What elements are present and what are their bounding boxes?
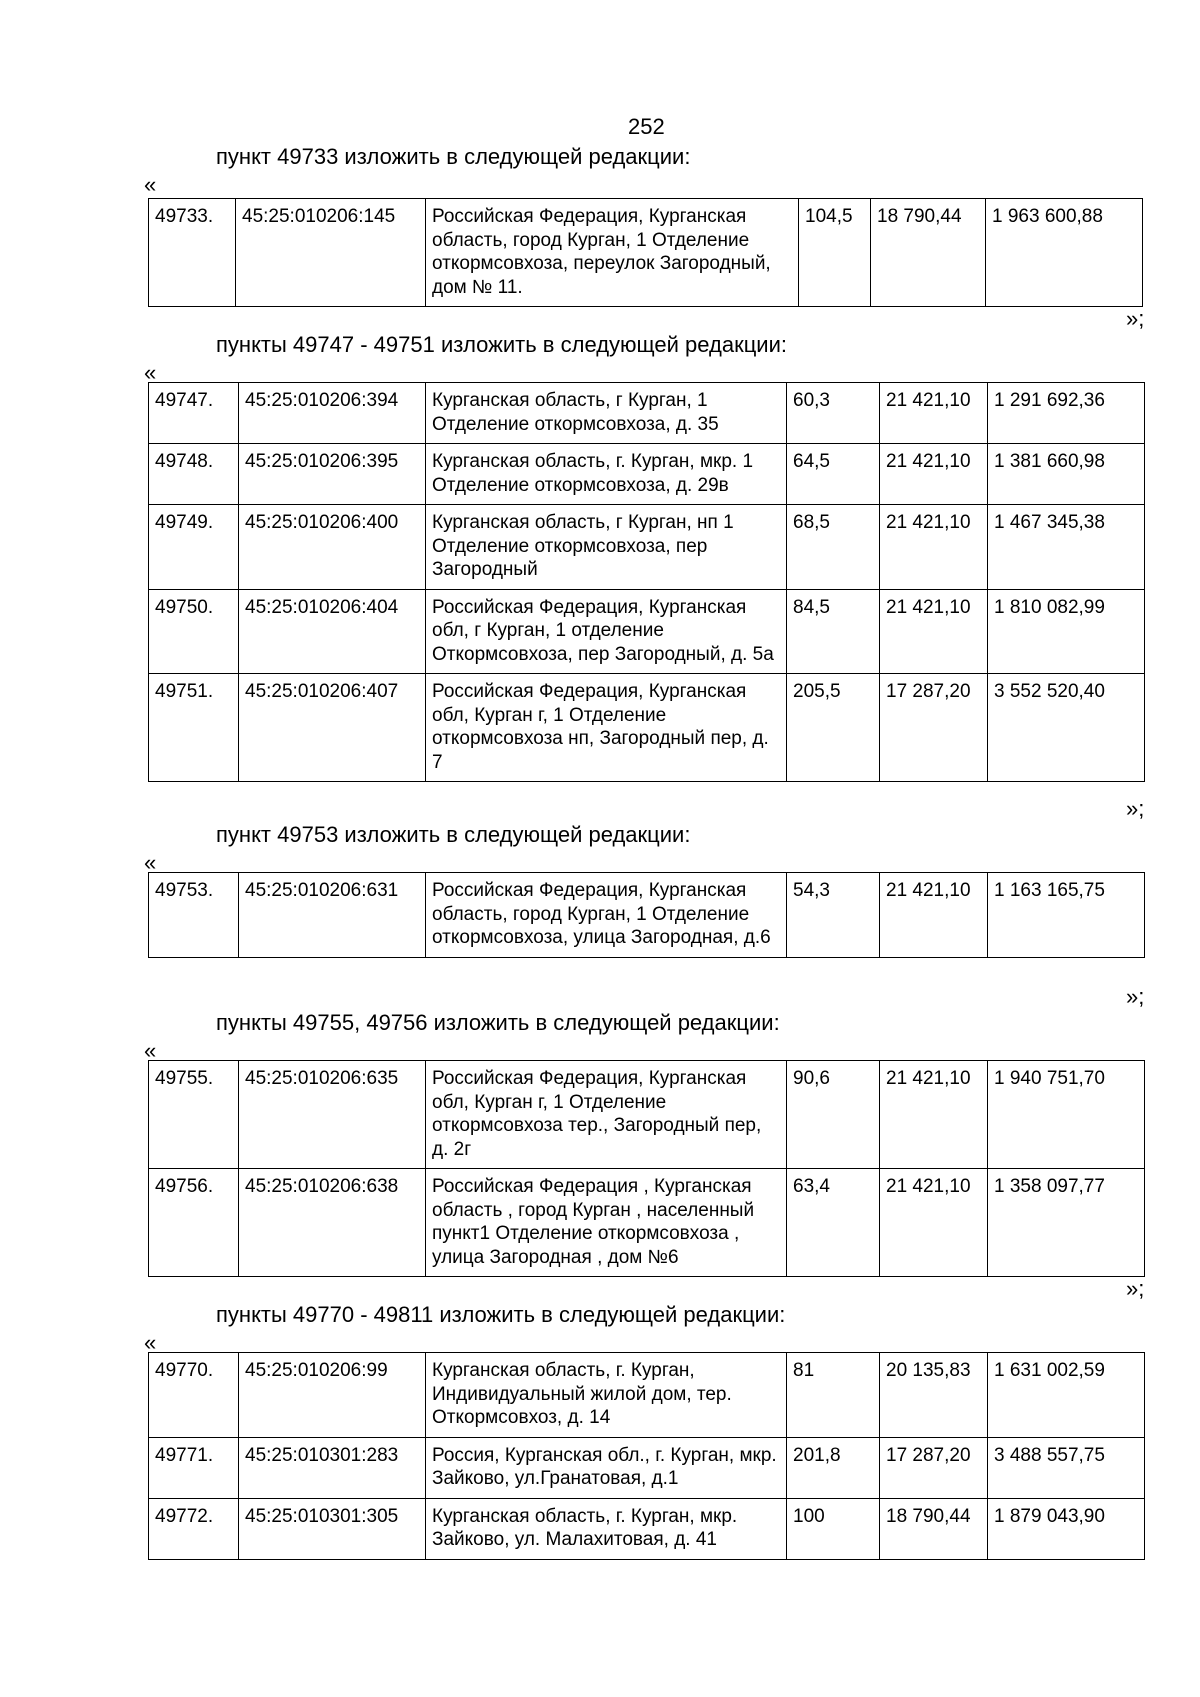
section-heading: пункт 49733 изложить в следующей редакции: (216, 144, 691, 169)
cadastral-number: 45:25:010206:400 (239, 505, 426, 590)
table-row (149, 589, 1145, 674)
address: Российская Федерация, Курганская обл, Курган г, 1 Отделение откормсовхоза тер., Загородный пер, д. 2г (426, 1061, 787, 1169)
table-row (149, 1498, 1145, 1559)
table-row (149, 444, 1145, 505)
unit-price: 21 421,10 (880, 873, 988, 958)
open-quote: « (144, 1330, 157, 1355)
address: Курганская область, г. Курган, мкр. Зайково, ул. Малахитовая, д. 41 (426, 1498, 787, 1559)
table-row (149, 505, 1145, 590)
close-quote: »; (1126, 796, 1145, 821)
open-quote: « (144, 850, 157, 875)
row-number: 49749. (149, 505, 239, 590)
cadastral-number: 45:25:010206:404 (239, 589, 426, 674)
total-value: 1 467 345,38 (988, 505, 1145, 590)
total-value: 3 552 520,40 (988, 674, 1145, 782)
table-row (149, 873, 1145, 958)
address: Российская Федерация, Курганская область, город Курган, 1 Отделение откормсовхоза, переулок Загородный, дом № 11. (426, 199, 799, 307)
area: 90,6 (787, 1061, 880, 1169)
section-heading: пункты 49747 - 49751 изложить в следующей редакции: (216, 332, 788, 357)
address: Российская Федерация, Курганская обл, г Курган, 1 отделение Откормсовхоза, пер Загородный, д. 5а (426, 589, 787, 674)
area: 84,5 (787, 589, 880, 674)
close-quote: »; (1126, 984, 1145, 1009)
unit-price: 18 790,44 (880, 1498, 988, 1559)
area: 64,5 (787, 444, 880, 505)
cadastral-number: 45:25:010206:631 (239, 873, 426, 958)
area: 54,3 (787, 873, 880, 958)
table-row (149, 383, 1145, 444)
table-row (149, 674, 1145, 782)
section-heading: пункты 49755, 49756 изложить в следующей редакции: (216, 1010, 780, 1035)
unit-price: 21 421,10 (880, 1061, 988, 1169)
total-value: 1 358 097,77 (988, 1169, 1145, 1277)
table-row (149, 1437, 1145, 1498)
area: 201,8 (787, 1437, 880, 1498)
address: Курганская область, г Курган, 1 Отделение откормсовхоза, д. 35 (426, 383, 787, 444)
open-quote: « (144, 1038, 157, 1063)
cadastral-number: 45:25:010206:394 (239, 383, 426, 444)
registry-table (148, 1352, 1145, 1560)
table-row (149, 1353, 1145, 1438)
registry-table (148, 872, 1145, 958)
total-value: 1 810 082,99 (988, 589, 1145, 674)
unit-price: 21 421,10 (880, 383, 988, 444)
cadastral-number: 45:25:010206:638 (239, 1169, 426, 1277)
table-row (149, 1061, 1145, 1169)
area: 63,4 (787, 1169, 880, 1277)
registry-table (148, 382, 1145, 782)
total-value: 1 631 002,59 (988, 1353, 1145, 1438)
row-number: 49770. (149, 1353, 239, 1438)
registry-table (148, 1060, 1145, 1277)
row-number: 49756. (149, 1169, 239, 1277)
unit-price: 21 421,10 (880, 1169, 988, 1277)
total-value: 1 291 692,36 (988, 383, 1145, 444)
area: 100 (787, 1498, 880, 1559)
total-value: 1 940 751,70 (988, 1061, 1145, 1169)
cadastral-number: 45:25:010206:635 (239, 1061, 426, 1169)
registry-table (148, 198, 1143, 307)
unit-price: 21 421,10 (880, 505, 988, 590)
address: Курганская область, г. Курган, Индивидуальный жилой дом, тер. Откормсовхоз, д. 14 (426, 1353, 787, 1438)
total-value: 3 488 557,75 (988, 1437, 1145, 1498)
open-quote: « (144, 172, 157, 197)
table-row (149, 199, 1143, 307)
row-number: 49750. (149, 589, 239, 674)
table-row (149, 1169, 1145, 1277)
total-value: 1 381 660,98 (988, 444, 1145, 505)
address: Курганская область, г. Курган, мкр. 1 Отделение откормсовхоза, д. 29в (426, 444, 787, 505)
total-value: 1 879 043,90 (988, 1498, 1145, 1559)
cadastral-number: 45:25:010301:305 (239, 1498, 426, 1559)
area: 104,5 (799, 199, 871, 307)
page-number: 252 (628, 114, 665, 139)
address: Российская Федерация , Курганская область , город Курган , населенный пункт1 Отделение откормсовхоза , улица Загородная , дом №6 (426, 1169, 787, 1277)
close-quote: »; (1126, 1276, 1145, 1301)
unit-price: 20 135,83 (880, 1353, 988, 1438)
open-quote: « (144, 360, 157, 385)
total-value: 1 963 600,88 (986, 199, 1143, 307)
row-number: 49748. (149, 444, 239, 505)
address: Россия, Курганская обл., г. Курган, мкр. Зайково, ул.Гранатовая, д.1 (426, 1437, 787, 1498)
address: Курганская область, г Курган, нп 1 Отделение откормсовхоза, пер Загородный (426, 505, 787, 590)
unit-price: 17 287,20 (880, 674, 988, 782)
unit-price: 17 287,20 (880, 1437, 988, 1498)
row-number: 49772. (149, 1498, 239, 1559)
section-heading: пункты 49770 - 49811 изложить в следующей редакции: (216, 1302, 786, 1327)
area: 60,3 (787, 383, 880, 444)
unit-price: 21 421,10 (880, 589, 988, 674)
row-number: 49755. (149, 1061, 239, 1169)
unit-price: 21 421,10 (880, 444, 988, 505)
total-value: 1 163 165,75 (988, 873, 1145, 958)
cadastral-number: 45:25:010206:99 (239, 1353, 426, 1438)
cadastral-number: 45:25:010206:407 (239, 674, 426, 782)
row-number: 49771. (149, 1437, 239, 1498)
cadastral-number: 45:25:010301:283 (239, 1437, 426, 1498)
area: 68,5 (787, 505, 880, 590)
area: 205,5 (787, 674, 880, 782)
row-number: 49733. (149, 199, 236, 307)
address: Российская Федерация, Курганская обл, Курган г, 1 Отделение откормсовхоза нп, Загородный пер, д. 7 (426, 674, 787, 782)
unit-price: 18 790,44 (871, 199, 986, 307)
section-heading: пункт 49753 изложить в следующей редакции: (216, 822, 691, 847)
row-number: 49751. (149, 674, 239, 782)
close-quote: »; (1126, 306, 1145, 331)
cadastral-number: 45:25:010206:395 (239, 444, 426, 505)
row-number: 49753. (149, 873, 239, 958)
row-number: 49747. (149, 383, 239, 444)
address: Российская Федерация, Курганская область, город Курган, 1 Отделение откормсовхоза, улица Загородная, д.6 (426, 873, 787, 958)
cadastral-number: 45:25:010206:145 (236, 199, 426, 307)
area: 81 (787, 1353, 880, 1438)
